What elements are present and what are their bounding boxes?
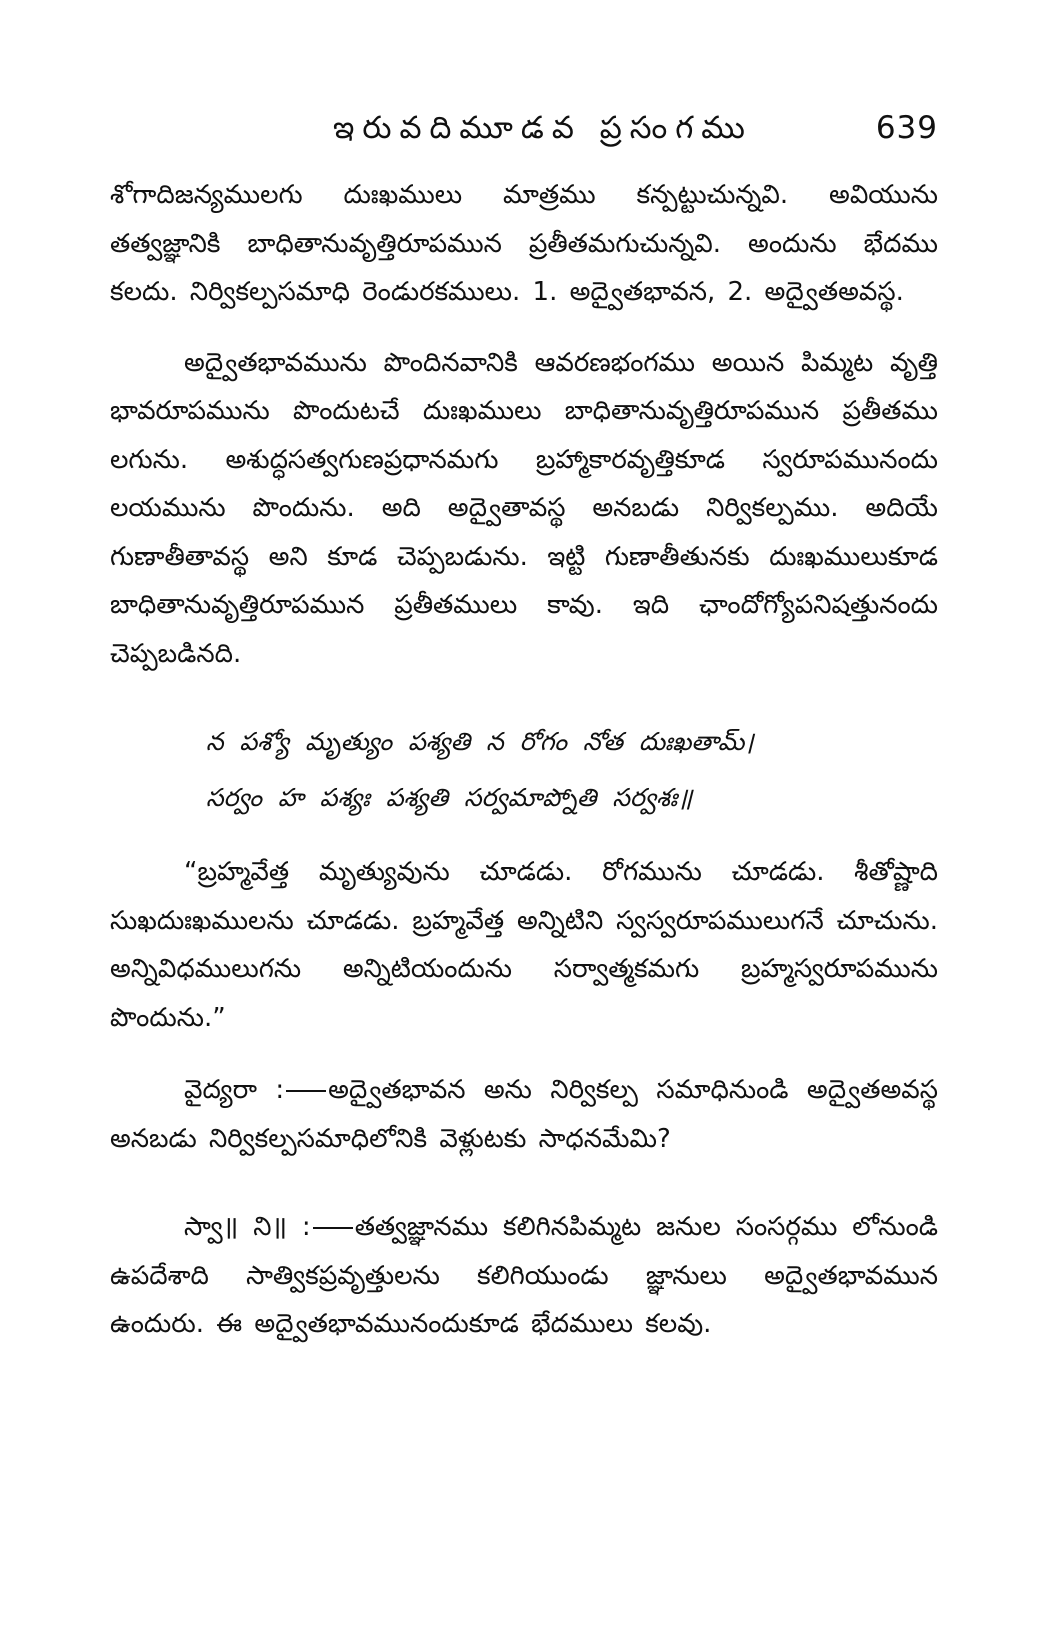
running-title: ఇరువదిమూడవ ప్రసంగము: [332, 110, 753, 146]
speaker-label: స్వా॥ ని॥ :: [184, 1212, 311, 1242]
dialogue-question: [110, 1066, 938, 1163]
dash-marker: [313, 1227, 353, 1229]
page-header: [110, 110, 938, 153]
dash-marker: [286, 1090, 326, 1092]
dialogue-text: తత్వజ్ఞానము కలిగినపిమ్మట జనుల సంసర్గము లోనుండి ఉపదేశాది సాత్వికప్రవృత్తులను కలిగియుండు జ్ఞానులు అద్వైతభావమున ఉందురు. ఈ అద్వైతభావమునందుకూడ భేదములు కలవు.: [110, 1212, 939, 1339]
paragraph-1: శోగాదిజన్యములగు దుఃఖములు మాత్రము కన్పట్టుచున్నవి. అవియును తత్వజ్ఞానికి బాధితానువృత్తిరూపమున ప్రతీతమగుచున్నవి. అందును భేదము కలదు. నిర్వికల్పసమాధి రెండురకములు. 1. అద్వైతభావన, 2. అద్వైతఅవస్థ.: [110, 180, 938, 307]
paragraph-2: అద్వైతభావమును పొందినవానికి ఆవరణభంగము అయిన పిమ్మట వృత్తి భావరూపమును పొందుటచే దుఃఖములు బాధితానువృత్తిరూపమున ప్రతీతము లగును. అశుద్ధసత్వగుణప్రధానమగు బ్రహ్మాకారవృత్తికూడ స్వరూపమునందు లయమును పొందును. అది అద్వైతావస్థ అనబడు నిర్వికల్పము. అదియే గుణాతీతావస్థ అని కూడ చెప్పబడును. ఇట్టి గుణాతీతునకు దుఃఖములుకూడ బాధితానువృత్తిరూపమున ప్రతీతములు కావు. ఇది ఛాందోగ్యోపనిషత్తునందు చెప్పబడినది.: [110, 347, 938, 669]
page-number: 639: [875, 110, 938, 146]
quote-paragraph: “బ్రహ్మవేత్త మృత్యువును చూడడు. రోగమును చూడడు. శీతోష్ణాది సుఖదుఃఖములను చూడడు. బ్రహ్మవేత్త అన్నిటిని స్వస్వరూపములుగనే చూచును. అన్నివిధములుగను అన్నిటియందును సర్వాత్మకమగు బ్రహ్మస్వరూపమును పొందును.”: [110, 857, 938, 1033]
speaker-label: వైద్యరా :: [184, 1075, 285, 1105]
verse-block: [110, 714, 938, 826]
dialogue-text: అద్వైతభావన అను నిర్వికల్ప సమాధినుండి అద్వైతఅవస్థ అనబడు నిర్వికల్పసమాధిలోనికి వెళ్లుటకు సాధనమేమి?: [110, 1075, 938, 1154]
verse-line-1: న పశ్యో మృత్యుం పశ్యతి న రోగం నోత దుఃఖతామ్।: [206, 727, 754, 756]
dialogue-answer: [110, 1203, 938, 1349]
verse-line-2: సర్వం హ పశ్యః పశ్యతి సర్వమాప్నోతి సర్వశః॥: [206, 783, 693, 812]
